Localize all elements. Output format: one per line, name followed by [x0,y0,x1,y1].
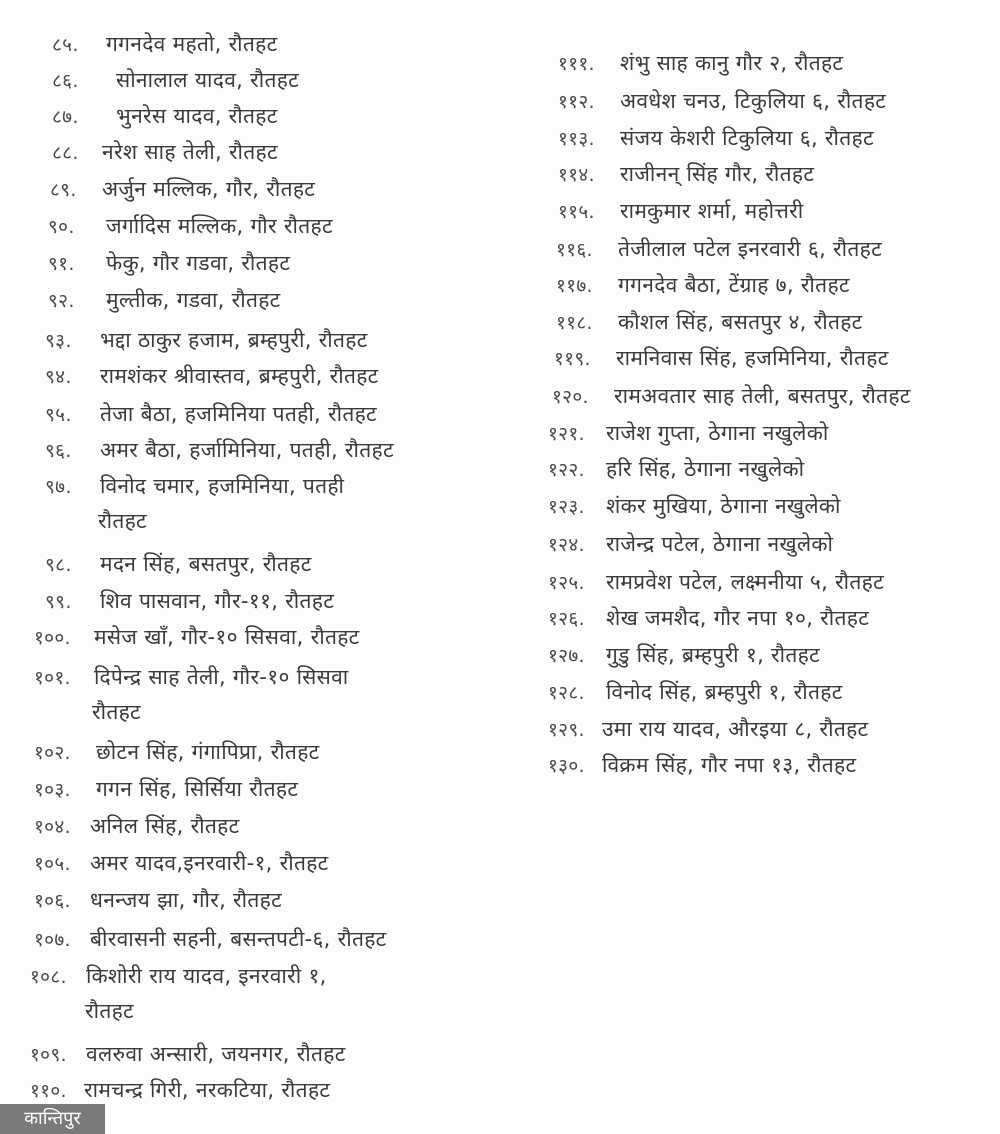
item-text-continuation: रौतहट [85,999,134,1023]
list-item [30,433,394,468]
list-item [548,84,886,119]
item-text: शंकर मुखिया, ठेगाना नखुलेको [606,494,841,518]
list-item [548,157,814,192]
item-text: अनिल सिंह, रौतहट [90,814,240,838]
item-text-continuation: रौतहट [98,509,147,533]
item-number: १२५. [548,572,585,594]
item-number: ११०. [30,1080,67,1102]
list-item [548,46,843,81]
list-item [548,416,829,451]
item-number: १२१. [548,423,585,445]
item-number: १०७. [34,929,71,951]
item-number: ११२. [558,91,595,113]
item-number: १३०. [548,755,585,777]
list-item [548,638,820,673]
list-item [30,283,281,318]
list-item [30,323,368,358]
item-text: सोनालाल यादव, रौतहट [116,68,300,92]
item-number: १२७. [548,645,585,667]
item-number: ११९. [554,348,591,370]
item-number: ९०. [48,216,75,238]
list-item [548,489,841,524]
item-text: अमर बैठा, हर्जामिनिया, पतही, रौतहट [100,438,394,462]
list-item [30,584,334,619]
item-text: अमर यादव,इनरवारी-१, रौतहट [90,851,329,875]
item-number: ११७. [556,275,593,297]
item-text: मदन सिंह, बसतपुर, रौतहट [100,552,312,576]
item-number: ८९. [50,179,77,201]
list-item [548,712,868,747]
list-item [30,922,387,957]
item-number: ९६. [45,440,72,462]
item-number: १२६. [548,608,585,630]
item-number: ९७. [45,476,72,498]
list-item [30,27,278,62]
list-item [30,359,379,394]
item-text: किशोरी राय यादव, इनरवारी १, [86,964,327,988]
list-item-first-line [30,469,344,504]
item-text: गगन सिंह, सिर्सिया रौतहट [96,777,299,801]
list-item [30,883,282,918]
item-text: गुडु सिंह, ब्रम्हपुरी १, रौतहट [606,643,820,667]
list-item [30,469,344,538]
list-item-first-line [30,660,348,695]
item-number: १०२. [34,742,71,764]
item-text: राजीनन् सिंह गौर, रौतहट [620,162,815,186]
list-item [548,194,804,229]
item-text: भुनरेस यादव, रौतहट [116,104,278,128]
item-text: मसेज खाँ, गौर-१० सिसवा, रौतहट [94,625,360,649]
item-text: गगनदेव बैठा, टेंग्राह ७, रौतहट [618,273,850,297]
item-number: १२४. [548,534,585,556]
item-number: १०४. [34,816,71,838]
item-text: अवधेश चनउ, टिकुलिया ६, रौतहट [620,89,887,113]
item-text: दिपेन्द्र साह तेली, गौर-१० सिसवा [94,665,349,689]
list-item [30,846,329,881]
item-text: जर्गादिस मल्लिक, गौर रौतहट [106,214,333,238]
item-text: छोटन सिंह, गंगापिप्रा, रौतहट [96,740,320,764]
kantipur-watermark-logo: कान्तिपुर [0,1104,105,1134]
item-number: १०१. [34,667,71,689]
list-item [30,809,240,844]
item-text: राजेन्द्र पटेल, ठेगाना नखुलेको [606,532,834,556]
list-item [30,135,278,170]
list-item [30,172,315,207]
item-text: नरेश साह तेली, रौतहट [102,140,278,164]
item-text: विनोद चमार, हजमिनिया, पतही [100,474,345,498]
list-item [30,959,327,1028]
item-number: ९१. [48,253,75,275]
item-number: १२३. [548,496,585,518]
list-item [30,1037,346,1072]
item-text: वलरुवा अन्सारी, जयनगर, रौतहट [86,1042,346,1066]
list-item [548,565,884,600]
item-number: ९३. [45,330,72,352]
item-text: तेजीलाल पटेल इनरवारी ६, रौतहट [618,237,882,261]
item-text: रामअवतार साह तेली, बसतपुर, रौतहट [614,384,911,408]
list-item [30,246,290,281]
item-number: ९५. [45,404,72,426]
list-item [30,547,312,582]
item-number: १२०. [552,386,589,408]
list-item [548,452,804,487]
item-text: संजय केशरी टिकुलिया ६, रौतहट [620,126,874,150]
item-number: १००. [34,627,71,649]
list-item [548,748,856,783]
list-item [30,1073,330,1108]
item-number: ८५. [52,34,79,56]
item-text: मुल्तीक, गडवा, रौतहट [106,288,281,312]
item-number: १०९. [30,1044,67,1066]
list-item [30,772,298,807]
item-number: ८७. [52,106,79,128]
item-text: शिव पासवान, गौर-११, रौतहट [100,589,335,613]
item-number: ९८. [45,554,72,576]
item-number: ११४. [558,164,595,186]
list-item [30,735,320,770]
list-item [548,379,911,414]
item-number: ९९. [45,591,72,613]
item-text: शेख जमशैद, गौर नपा १०, रौतहट [606,606,870,630]
item-text: बीरवासनी सहनी, बसन्तपटी-६, रौतहट [90,927,387,951]
item-text: राजेश गुप्ता, ठेगाना नखुलेको [606,421,829,445]
item-text: उमा राय यादव, औरइया ८, रौतहट [602,717,869,741]
list-item [30,63,299,98]
item-number: १२२. [548,459,585,481]
item-text: विक्रम सिंह, गौर नपा १३, रौतहट [602,753,857,777]
item-text: भद्दा ठाकुर हजाम, ब्रम्हपुरी, रौतहट [100,328,368,352]
item-text: विनोद सिंह, ब्रम्हपुरी १, रौतहट [606,680,843,704]
list-item-first-line [30,959,327,994]
item-text: रामनिवास सिंह, हजमिनिया, रौतहट [616,346,889,370]
item-text: तेजा बैठा, हजमिनिया पतही, रौतहट [100,402,377,426]
item-number: १११. [558,53,595,75]
item-number: १०३. [34,779,71,801]
item-number: ८६. [52,70,79,92]
item-number: ८८. [52,142,79,164]
list-item [30,99,278,134]
item-text: धनन्जय झा, गौर, रौतहट [90,888,282,912]
item-text: हरि सिंह, ठेगाना नखुलेको [606,457,805,481]
list-item [548,305,863,340]
list-item [548,232,882,267]
item-number: ११८. [556,312,593,334]
item-number: ११३. [558,128,595,150]
item-number: १०६. [34,890,71,912]
list-item [548,675,843,710]
item-text: रामकुमार शर्मा, महोत्तरी [620,199,804,223]
item-number: १२९. [548,719,585,741]
list-item [30,397,377,432]
item-text: रामशंकर श्रीवास्तव, ब्रम्हपुरी, रौतहट [100,364,379,388]
item-text: फेकु, गौर गडवा, रौतहट [106,251,291,275]
list-item [30,620,360,655]
list-item [548,121,874,156]
item-number: ११६. [556,239,593,261]
item-number: ९४. [45,366,72,388]
list-item [30,209,333,244]
item-text: गगनदेव महतो, रौतहट [106,32,278,56]
list-item [30,660,348,729]
item-number: ९२. [48,290,75,312]
list-item [548,268,850,303]
item-number: १०८. [30,966,67,988]
item-number: १२८. [548,682,585,704]
list-item [548,527,833,562]
item-text: अर्जुन मल्लिक, गौर, रौतहट [102,177,316,201]
list-item [548,601,869,636]
item-text: रामचन्द्र गिरी, नरकटिया, रौतहट [84,1078,331,1102]
item-text: रामप्रवेश पटेल, लक्ष्मनीया ५, रौतहट [606,570,884,594]
item-number: ११५. [558,201,595,223]
item-text: कौशल सिंह, बसतपुर ४, रौतहट [618,310,863,334]
item-number: १०५. [34,853,71,875]
item-text: शंभु साह कानु गौर २, रौतहट [620,51,844,75]
list-item [548,341,889,376]
item-text-continuation: रौतहट [92,700,141,724]
